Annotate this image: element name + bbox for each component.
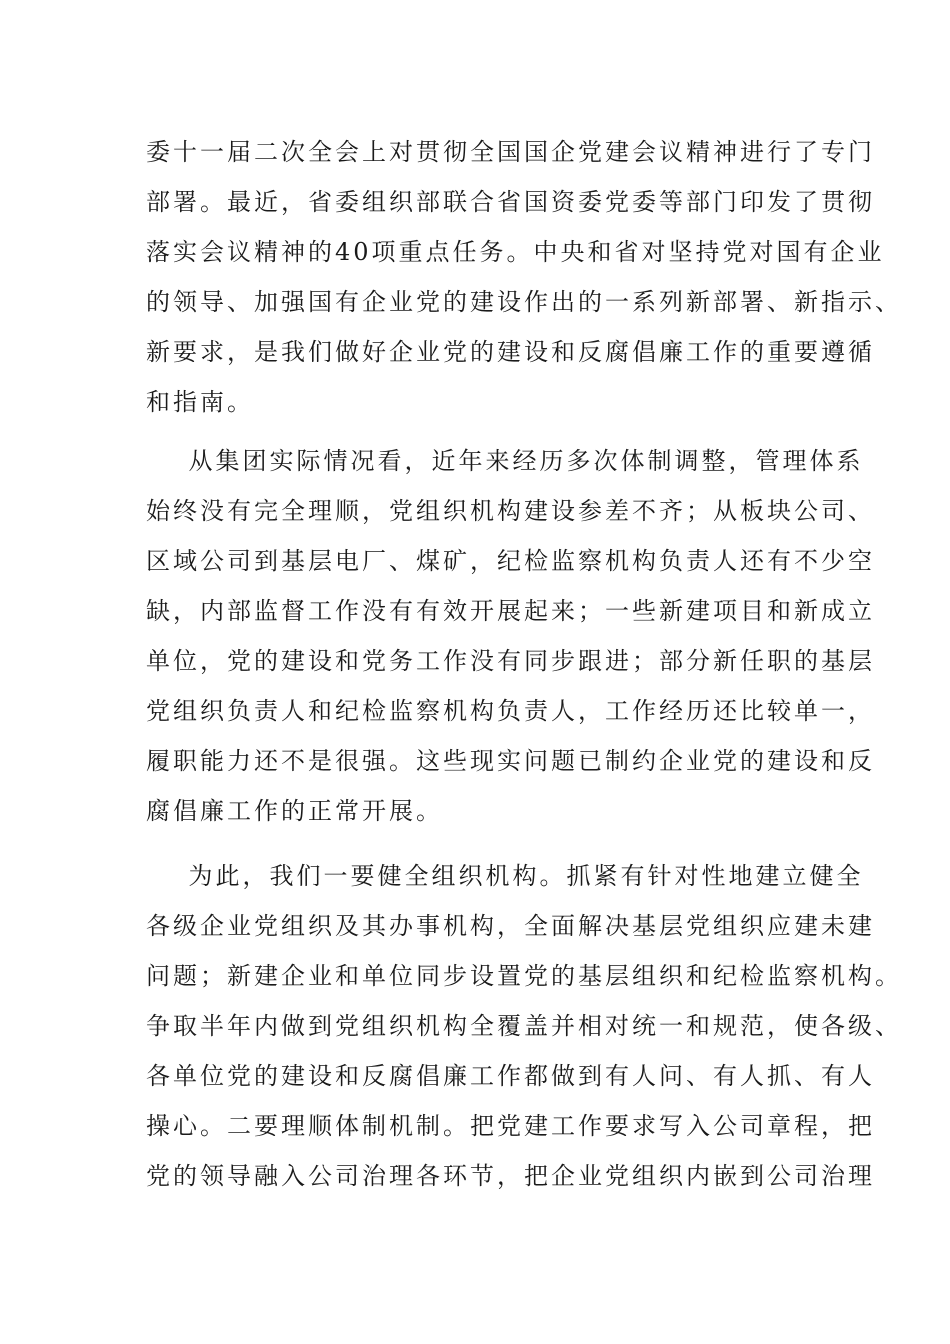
paragraph-3 <box>146 851 902 1201</box>
text-line: 的领导、加强国有企业党的建设作出的一系列新部署、新指示、 <box>146 288 902 316</box>
text-line: 各级企业党组织及其办事机构，全面解决基层党组织应建未建 <box>146 912 875 940</box>
text-line: 新要求，是我们做好企业党的建设和反腐倡廉工作的重要遵循 <box>146 338 875 366</box>
text-line: 缺，内部监督工作没有有效开展起来；一些新建项目和新成立 <box>146 597 875 625</box>
text-line: 操心。二要理顺体制机制。把党建工作要求写入公司章程，把 <box>146 1112 875 1140</box>
paragraph-1 <box>146 127 902 427</box>
text-line: 党的领导融入公司治理各环节，把企业党组织内嵌到公司治理 <box>146 1162 875 1190</box>
text-line: 单位，党的建设和党务工作没有同步跟进；部分新任职的基层 <box>146 647 875 675</box>
text-line: 各单位党的建设和反腐倡廉工作都做到有人问、有人抓、有人 <box>146 1062 875 1090</box>
text-line: 履职能力还不是很强。这些现实问题已制约企业党的建设和反 <box>146 747 875 775</box>
text-line: 和指南。 <box>146 388 254 416</box>
text-line: 腐倡廉工作的正常开展。 <box>146 797 443 825</box>
text-line: 从集团实际情况看，近年来经历多次体制调整，管理体系 <box>146 447 864 475</box>
text-line: 问题；新建企业和单位同步设置党的基层组织和纪检监察机构。 <box>146 962 902 990</box>
text-line: 争取半年内做到党组织机构全覆盖并相对统一和规范，使各级、 <box>146 1012 902 1040</box>
text-line: 委十一届二次全会上对贯彻全国国企党建会议精神进行了专门 <box>146 138 875 166</box>
text-line: 部署。最近，省委组织部联合省国资委党委等部门印发了贯彻 <box>146 188 875 216</box>
text-line: 为此，我们一要健全组织机构。抓紧有针对性地建立健全 <box>146 862 864 890</box>
text-line: 始终没有完全理顺，党组织机构建设参差不齐；从板块公司、 <box>146 497 875 525</box>
text-line: 党组织负责人和纪检监察机构负责人，工作经历还比较单一， <box>146 697 875 725</box>
text-line: 区域公司到基层电厂、煤矿，纪检监察机构负责人还有不少空 <box>146 547 875 575</box>
paragraph-2 <box>146 436 875 836</box>
text-line: 落实会议精神的40项重点任务。中央和省对坚持党对国有企业 <box>146 238 885 266</box>
